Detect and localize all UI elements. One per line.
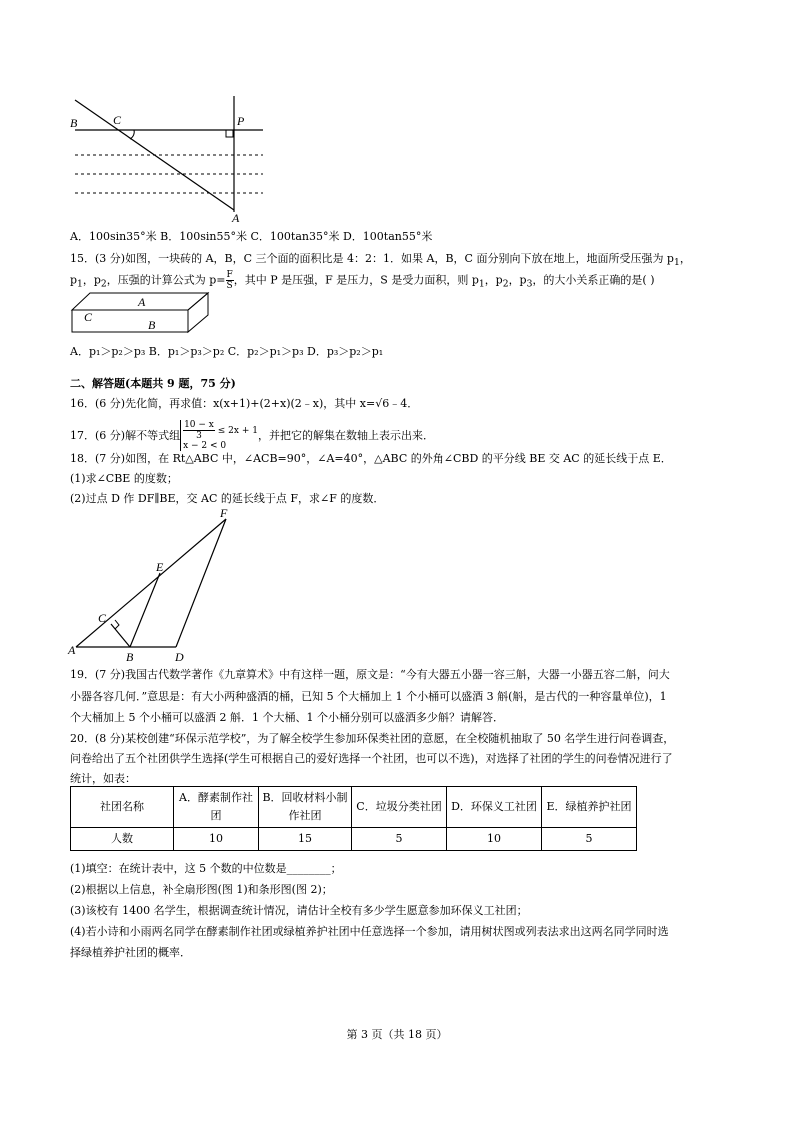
table-header-cell: C．垃圾分类社团 <box>352 787 447 828</box>
q17-ineq1 <box>183 420 258 441</box>
formula-numerator: F <box>226 270 233 280</box>
table-cell: 10 <box>174 828 259 851</box>
q18-line1: 18．(7 分)如图，在 Rt△ABC 中，∠ACB=90°，∠A=40°，△ABC 的外角∠CBD 的平分线 BE 交 AC 的延长线于点 E． <box>70 452 672 465</box>
table-header-cell: A．酵素制作社团 <box>174 787 259 828</box>
table-header-cell: B．回收材料小制作社团 <box>259 787 352 828</box>
q15-sub: 1 <box>478 278 485 290</box>
q17 <box>70 420 434 451</box>
q15-line1-text: 15．(3 分)如图，一块砖的 A，B，C 三个面的面积比是 4：2：1．如果 A，B，C 面分别向下放在地上，地面所受压强为 p <box>70 252 674 265</box>
formula-denominator: S <box>226 281 233 291</box>
q19-line1: 19．(7 分)我国古代数学著作《九章算术》中有这样一题，原文是：“今有大器五小器一容三斛，大器一小器五容二斛，问大 <box>70 668 670 681</box>
fig-label-b: B <box>70 116 78 130</box>
q15-line1-tail: ， <box>679 252 691 265</box>
q15-line1 <box>70 252 691 270</box>
fig-label-p: P <box>237 114 245 128</box>
q15-text: ，压强的计算公式为 p= <box>106 273 226 287</box>
q20-line2: 问卷给出了五个社团供学生选择(学生可根据自己的爱好选择一个社团，也可以不选)，对选择了社团的学生的问卷情况进行了 <box>70 752 673 765</box>
ineq1-denominator: 3 <box>196 431 202 441</box>
table-header-cell: D．环保义工社团 <box>447 787 542 828</box>
q17-ineq2: x − 2 < 0 <box>183 441 227 451</box>
fig18-label-c: C <box>98 611 107 625</box>
brick-figure <box>68 290 213 340</box>
q15-sub: 1 <box>673 257 680 269</box>
q20-part4a: (4)若小诗和小雨两名同学在酵素制作社团或绿植养护社团中任意选择一个参加，请用树状图或列表法求出这两名同学同时选 <box>70 925 669 938</box>
fig18-label-e: E <box>156 560 164 574</box>
q15-p: p <box>70 273 78 287</box>
triangle-figure <box>66 505 236 665</box>
table-cell: 10 <box>447 828 542 851</box>
fig18-label-b: B <box>126 650 134 664</box>
q16-text: 16．(6 分)先化简，再求值：x(x+1)+(2+x)(2﹣x)，其中 x= <box>70 397 376 410</box>
table-cell: 5 <box>352 828 447 851</box>
table-row <box>71 828 637 851</box>
table-header-cell: E．绿植养护社团 <box>542 787 637 828</box>
q20-line1: 20．(8 分)某校创建“环保示范学校”，为了解全校学生参加环保类社团的意愿，在全校随机抽取了 50 名学生进行问卷调查， <box>70 732 675 745</box>
q15-line2 <box>70 270 655 292</box>
q16 <box>70 397 418 411</box>
table-header-row <box>71 787 637 828</box>
table-cell: 人数 <box>71 828 174 851</box>
q15-sub: 1 <box>77 278 83 290</box>
table-cell: 15 <box>259 828 352 851</box>
q17-suffix: ，并把它的解集在数轴上表示出来． <box>257 429 434 442</box>
q15-text: ，p <box>508 273 527 287</box>
top-figure <box>66 92 276 222</box>
brick-label-b: B <box>148 318 156 332</box>
q15-sub: 2 <box>100 278 107 290</box>
q18-line2: (1)求∠CBE 的度数； <box>70 472 178 485</box>
fig18-label-f: F <box>220 506 228 520</box>
fig-label-a: A <box>232 211 240 222</box>
q20-line3: 统计，如表： <box>70 772 136 785</box>
section-title: 二、解答题(本题共 9 题，75 分) <box>70 377 236 390</box>
fig18-label-d: D <box>175 650 184 664</box>
ineq1-numerator: 10 − x <box>184 420 214 430</box>
q15-sub: 3 <box>526 278 533 290</box>
q14-options: A．100sin35°米 B．100sin55°米 C．100tan35°米 D．100tan55°米 <box>70 230 433 243</box>
q17-prefix: 17．(6 分)解不等式组 <box>70 429 181 442</box>
q15-text: ，其中 P 是压强，F 是压力，S 是受力面积，则 p <box>233 273 479 287</box>
q15-text: ，p <box>82 273 101 287</box>
q16-value: √6﹣4． <box>375 397 419 410</box>
q17-system <box>180 420 258 451</box>
q15-sub: 2 <box>502 278 509 290</box>
q20-part4b: 择绿植养护社团的概率． <box>70 946 191 959</box>
q20-part3: (3)该校有 1400 名学生，根据调查统计情况，请估计全校有多少学生愿意参加环保义工社团； <box>70 904 528 917</box>
club-stats-table <box>70 786 637 851</box>
q20-part2: (2)根据以上信息，补全扇形图(图 1)和条形图(图 2)； <box>70 883 333 896</box>
table-header-cell: 社团名称 <box>71 787 174 828</box>
q19-line3: 个大桶加上 5 个小桶可以盛酒 2 斛．1 个大桶、1 个小桶分别可以盛酒多少斛？请解答． <box>70 711 504 724</box>
q15-options: A．p₁＞p₂＞p₃ B．p₁＞p₃＞p₂ C．p₂＞p₁＞p₃ D．p₃＞p₂＞p₁ <box>70 345 384 358</box>
q19-line2: 小器各容几何．”意思是：有大小两种盛酒的桶，已知 5 个大桶加上 1 个小桶可以盛酒 3 斛(斛，是古代的一种容量单位)，1 <box>70 690 667 703</box>
q15-text: ，的大小关系正确的是( ) <box>532 273 655 287</box>
brick-label-a: A <box>138 295 146 309</box>
q20-part1: (1)填空：在统计表中，这 5 个数的中位数是________； <box>70 862 342 875</box>
q15-text: ，p <box>484 273 503 287</box>
q18-line3: (2)过点 D 作 DF∥BE，交 AC 的延长线于点 F，求∠F 的度数． <box>70 492 385 505</box>
page-footer: 第 3 页（共 18 页） <box>346 1028 448 1041</box>
fig-label-c: C <box>113 113 122 127</box>
pressure-formula <box>226 270 234 291</box>
fig18-label-a: A <box>68 643 76 657</box>
ineq1-rhs: ≤ 2x + 1 <box>217 426 258 436</box>
brick-label-c: C <box>84 310 93 324</box>
table-cell: 5 <box>542 828 637 851</box>
